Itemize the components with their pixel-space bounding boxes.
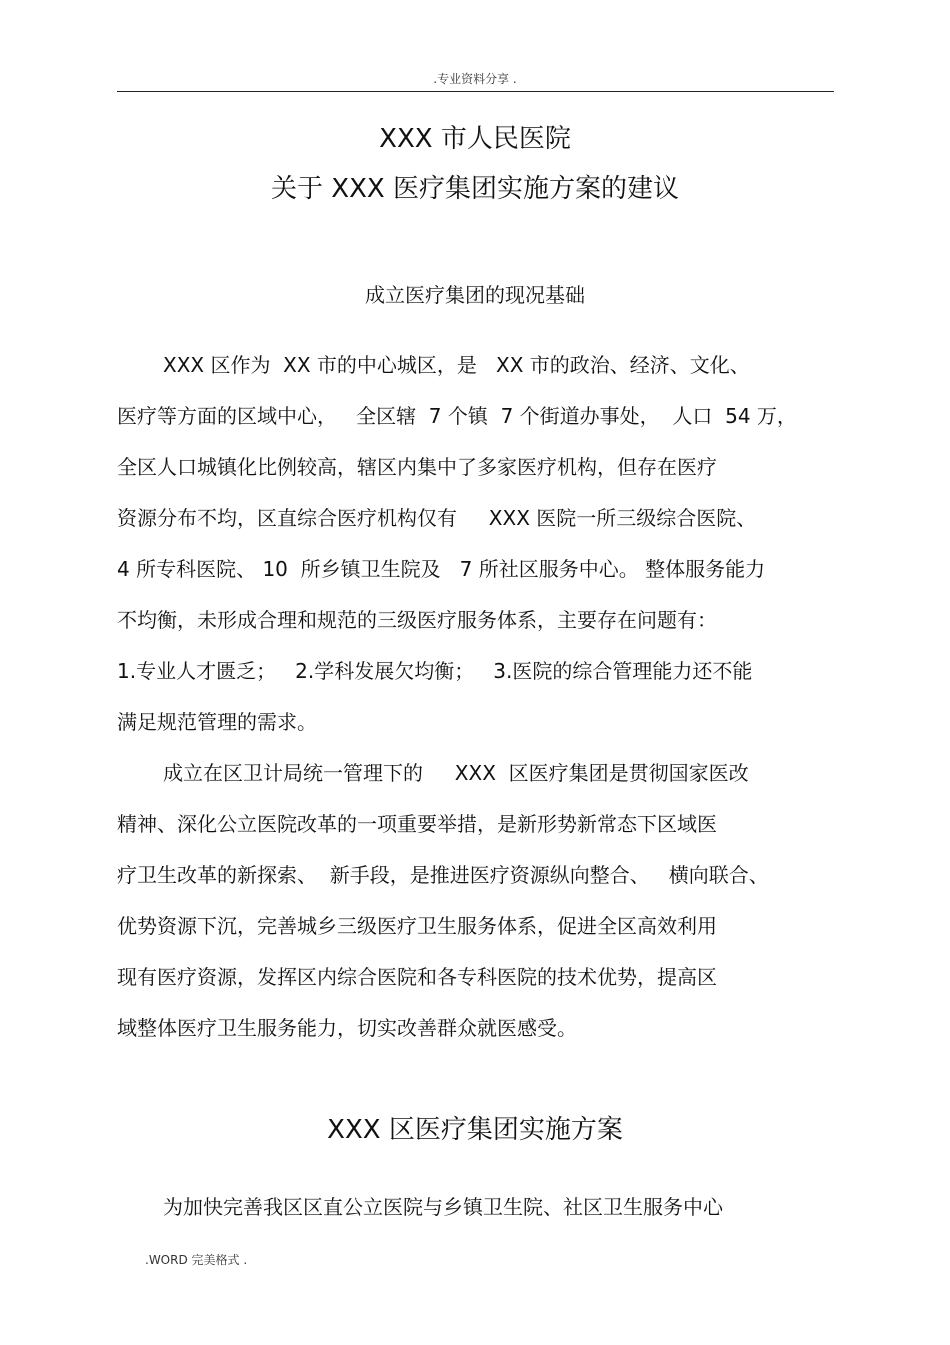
paragraph-line: 4 所专科医院、 10 所乡镇卫生院及 7 所社区服务中心。 整体服务能力: [117, 557, 766, 581]
paragraph-line: 全区人口城镇化比例较高，辖区内集中了多家医疗机构，但存在医疗: [117, 455, 717, 479]
document-title-line-2: 关于 XXX 医疗集团实施方案的建议: [271, 174, 679, 204]
paragraph-line: 域整体医疗卫生服务能力，切实改善群众就医感受。: [117, 1016, 577, 1040]
page-header: .专业资料分享 .: [433, 72, 517, 86]
paragraph-line: 成立在区卫计局统一管理下的 XXX 区医疗集团是贯彻国家医改: [163, 761, 749, 785]
paragraph-line: 优势资源下沉，完善城乡三级医疗卫生服务体系，促进全区高效利用: [117, 914, 717, 938]
paragraph-line: 精神、深化公立医院改革的一项重要举措，是新形势新常态下区域医: [117, 812, 717, 836]
paragraph-line: 1.专业人才匮乏； 2.学科发展欠均衡； 3.医院的综合管理能力还不能: [117, 659, 753, 683]
document-title-line-1: XXX 市人民医院: [379, 124, 571, 154]
paragraph-line: 医疗等方面的区域中心， 全区辖 7 个镇 7 个街道办事处， 人口 54 万，: [117, 404, 797, 428]
paragraph-line: 现有医疗资源，发挥区内综合医院和各专科医院的技术优势，提高区: [117, 965, 717, 989]
section-heading-implementation-plan: XXX 区医疗集团实施方案: [327, 1115, 623, 1145]
paragraph-line: XXX 区作为 XX 市的中心城区，是 XX 市的政治、经济、文化、: [163, 353, 750, 377]
paragraph-line: 疗卫生改革的新探索、 新手段，是推进医疗资源纵向整合、 横向联合、: [117, 863, 769, 887]
paragraph-line: 为加快完善我区区直公立医院与乡镇卫生院、社区卫生服务中心: [163, 1195, 723, 1219]
paragraph-line: 资源分布不均，区直综合医疗机构仅有 XXX 医院一所三级综合医院、: [117, 506, 757, 530]
section-heading-background: 成立医疗集团的现况基础: [365, 283, 585, 307]
header-divider: [117, 91, 834, 92]
paragraph-line: 满足规范管理的需求。: [117, 710, 317, 734]
page-footer: .WORD 完美格式 .: [145, 1253, 248, 1267]
paragraph-line: 不均衡，未形成合理和规范的三级医疗服务体系，主要存在问题有：: [117, 608, 717, 632]
